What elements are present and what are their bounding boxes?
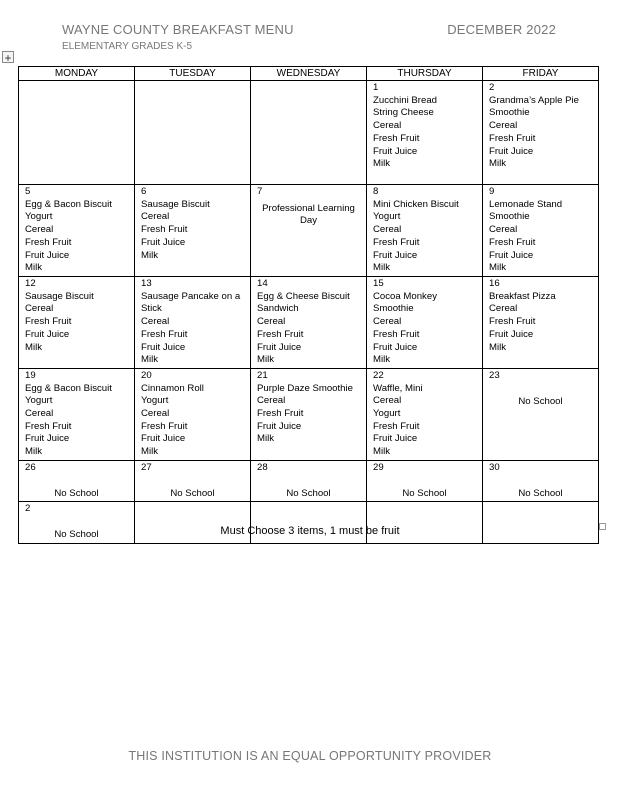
menu-item: Yogurt <box>373 408 401 420</box>
menu-item: Fruit Juice <box>373 249 418 261</box>
menu-item: Milk <box>373 158 391 170</box>
date-number: 30 <box>489 461 500 473</box>
date-number: 5 <box>25 186 31 197</box>
menu-item: Grandma’s Apple Pie Smoothie <box>489 94 579 119</box>
date-number: 8 <box>373 186 379 197</box>
menu-item: Milk <box>25 446 43 458</box>
day-header-monday: MONDAY <box>19 67 135 81</box>
menu-item: Fresh Fruit <box>373 132 420 144</box>
date-number: 26 <box>25 461 36 473</box>
menu-item: Sausage Biscuit <box>141 198 210 210</box>
day-cell <box>483 368 599 460</box>
menu-item: Fruit Juice <box>489 328 534 340</box>
menu-item: Egg & Cheese Biscuit Sandwich <box>257 290 350 315</box>
date-number: 7 <box>257 186 263 197</box>
menu-item: String Cheese <box>373 107 434 119</box>
date-number: 12 <box>25 278 36 289</box>
menu-item: Cereal <box>489 303 518 315</box>
menu-item: Fruit Juice <box>373 145 418 157</box>
no-school-label: No School <box>518 487 563 499</box>
professional-learning-note: Professional Learning Day <box>262 202 355 227</box>
breakfast-calendar-table <box>18 66 599 544</box>
menu-item: Egg & Bacon Biscuit <box>25 198 112 210</box>
menu-item: Fresh Fruit <box>489 316 536 328</box>
date-number: 1 <box>373 82 379 93</box>
date-number: 23 <box>489 369 500 381</box>
menu-item: Zucchini Bread <box>373 94 437 106</box>
day-cell <box>251 368 367 460</box>
date-number: 2 <box>489 82 495 93</box>
menu-item: Sausage Biscuit <box>25 290 94 302</box>
week-row-6 <box>19 502 599 543</box>
menu-item: Cereal <box>257 316 286 328</box>
menu-item: Mini Chicken Biscuit <box>373 198 459 210</box>
date-number: 22 <box>373 369 384 381</box>
menu-item: Fresh Fruit <box>25 316 72 328</box>
menu-item: Fruit Juice <box>373 433 418 445</box>
menu-item: Milk <box>489 262 507 274</box>
menu-item: Fruit Juice <box>141 341 186 353</box>
menu-item: Cereal <box>373 120 402 132</box>
day-cell <box>483 460 599 501</box>
menu-item: Fresh Fruit <box>25 236 72 248</box>
date-number: 28 <box>257 461 268 473</box>
date-number: 29 <box>373 461 384 473</box>
menu-item: Milk <box>373 354 391 366</box>
week-row-3 <box>19 277 599 369</box>
menu-item: Cocoa Monkey Smoothie <box>373 290 437 315</box>
week-row-1 <box>19 81 599 185</box>
week-row-2 <box>19 185 599 277</box>
week-row-4 <box>19 368 599 460</box>
menu-item: Milk <box>373 446 391 458</box>
day-cell <box>251 277 367 369</box>
menu-item: Fresh Fruit <box>257 408 304 420</box>
day-cell <box>251 81 367 185</box>
menu-item: Cereal <box>25 408 54 420</box>
day-cell <box>135 81 251 185</box>
menu-item: Fruit Juice <box>141 433 186 445</box>
day-cell <box>135 185 251 277</box>
day-cell <box>19 460 135 501</box>
day-cell <box>251 185 367 277</box>
menu-item: Waffle, Mini <box>373 382 423 394</box>
date-number: 19 <box>25 369 36 381</box>
day-cell <box>483 502 599 543</box>
menu-item: Cereal <box>141 408 170 420</box>
menu-item: Fruit Juice <box>489 249 534 261</box>
menu-item: Fruit Juice <box>25 328 70 340</box>
menu-title: WAYNE COUNTY BREAKFAST MENU <box>62 22 294 37</box>
menu-item: Milk <box>25 341 43 353</box>
menu-item: Fruit Juice <box>257 420 302 432</box>
day-cell <box>483 81 599 185</box>
no-school-label: No School <box>54 529 99 541</box>
day-cell <box>135 502 251 543</box>
menu-item: Milk <box>25 262 43 274</box>
menu-item: Fruit Juice <box>373 341 418 353</box>
day-header-wednesday: WEDNESDAY <box>251 67 367 81</box>
day-cell <box>19 81 135 185</box>
day-cell <box>367 81 483 185</box>
day-cell <box>367 185 483 277</box>
menu-item: Fruit Juice <box>489 145 534 157</box>
menu-item: Milk <box>373 262 391 274</box>
menu-item: Milk <box>257 433 275 445</box>
menu-item: Milk <box>257 354 275 366</box>
menu-item: Yogurt <box>373 211 401 223</box>
menu-item: Egg & Bacon Biscuit <box>25 382 112 394</box>
date-number: 2 <box>25 503 31 515</box>
day-cell <box>251 460 367 501</box>
no-school-label: No School <box>286 487 331 499</box>
menu-item: Cereal <box>489 224 518 236</box>
day-cell <box>19 277 135 369</box>
menu-item: Cereal <box>25 224 54 236</box>
menu-item: Fruit Juice <box>257 341 302 353</box>
day-header-friday: FRIDAY <box>483 67 599 81</box>
menu-item: Milk <box>141 249 159 261</box>
date-number: 21 <box>257 369 268 381</box>
menu-item: Breakfast Pizza <box>489 290 556 302</box>
menu-item: Fresh Fruit <box>373 420 420 432</box>
menu-item: Cinnamon Roll <box>141 382 204 394</box>
day-cell <box>251 502 367 543</box>
no-school-label: No School <box>54 487 99 499</box>
menu-item: Cereal <box>489 120 518 132</box>
date-number: 20 <box>141 369 152 381</box>
day-cell <box>367 368 483 460</box>
menu-item: Fresh Fruit <box>489 236 536 248</box>
day-header-tuesday: TUESDAY <box>135 67 251 81</box>
menu-item: Fresh Fruit <box>257 328 304 340</box>
day-header-thursday: THURSDAY <box>367 67 483 81</box>
menu-item: Milk <box>489 341 507 353</box>
menu-item: Milk <box>141 354 159 366</box>
menu-item: Fresh Fruit <box>25 420 72 432</box>
menu-month: DECEMBER 2022 <box>447 22 556 37</box>
weekday-header-row <box>19 67 599 81</box>
day-cell <box>19 502 135 543</box>
menu-item: Yogurt <box>141 395 169 407</box>
day-cell <box>135 277 251 369</box>
selection-rule-note: Must Choose 3 items, 1 must be fruit <box>220 525 400 537</box>
menu-item: Yogurt <box>25 395 53 407</box>
date-number: 16 <box>489 278 500 289</box>
menu-item: Fresh Fruit <box>489 132 536 144</box>
date-number: 27 <box>141 461 152 473</box>
date-number: 14 <box>257 278 268 289</box>
table-move-handle-icon[interactable]: + <box>2 51 14 63</box>
menu-item: Milk <box>489 158 507 170</box>
no-school-label: No School <box>402 487 447 499</box>
menu-item: Fresh Fruit <box>373 328 420 340</box>
day-cell <box>19 368 135 460</box>
grade-level-subtitle: ELEMENTARY GRADES K-5 <box>62 41 193 52</box>
menu-item: Purple Daze Smoothie <box>257 382 353 394</box>
date-number: 13 <box>141 278 152 289</box>
menu-item: Fruit Juice <box>25 433 70 445</box>
menu-item: Cereal <box>141 316 170 328</box>
day-cell <box>135 460 251 501</box>
menu-item: Fruit Juice <box>25 249 70 261</box>
menu-item: Fresh Fruit <box>141 224 188 236</box>
menu-item: Fresh Fruit <box>141 420 188 432</box>
menu-item: Milk <box>141 446 159 458</box>
menu-item: Sausage Pancake on a Stick <box>141 290 241 315</box>
day-cell <box>483 277 599 369</box>
menu-item: Cereal <box>373 395 402 407</box>
menu-item: Cereal <box>373 224 402 236</box>
day-cell <box>367 277 483 369</box>
date-number: 15 <box>373 278 384 289</box>
equal-opportunity-statement: THIS INSTITUTION IS AN EQUAL OPPORTUNITY PROVIDER <box>128 749 492 763</box>
menu-item: Lemonade Stand Smoothie <box>489 198 563 223</box>
menu-item: Fruit Juice <box>141 236 186 248</box>
day-cell <box>483 185 599 277</box>
day-cell <box>19 185 135 277</box>
menu-item: Fresh Fruit <box>141 328 188 340</box>
menu-item: Fresh Fruit <box>373 236 420 248</box>
menu-item: Cereal <box>257 395 286 407</box>
day-cell <box>367 460 483 501</box>
no-school-label: No School <box>170 487 215 499</box>
week-row-5 <box>19 460 599 501</box>
menu-item: Cereal <box>373 316 402 328</box>
date-number: 9 <box>489 186 495 197</box>
menu-item: Cereal <box>141 211 170 223</box>
menu-item: Cereal <box>25 303 54 315</box>
date-number: 6 <box>141 186 147 197</box>
no-school-label: No School <box>518 395 563 407</box>
day-cell <box>367 502 483 543</box>
day-cell <box>135 368 251 460</box>
menu-item: Yogurt <box>25 211 53 223</box>
